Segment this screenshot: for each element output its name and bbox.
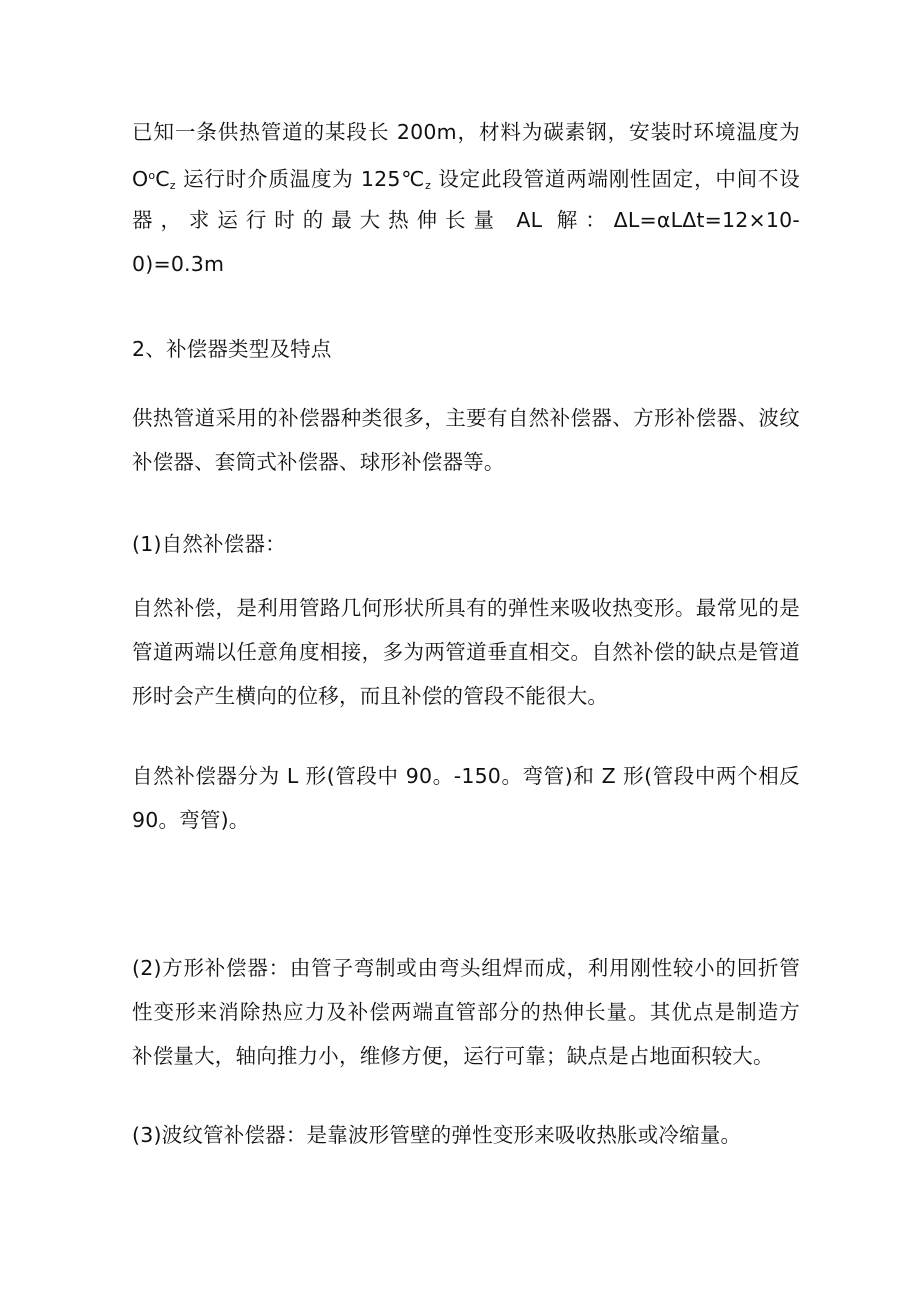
example-line-2-sup: o	[148, 169, 156, 182]
square-line-1: (2)方形补偿器：由管子弯制或由弯头组焊而成，利用刚性较小的回折管	[132, 956, 800, 980]
natural-compensator-heading-text: (1)自然补偿器：	[132, 532, 286, 556]
square-compensator-paragraph	[132, 946, 800, 1078]
example-line-4: 0)=0.3m	[132, 252, 225, 276]
bellows-line-1: (3)波纹管补偿器：是靠波形管壁的弹性变形来吸收热胀或冷缩量。	[132, 1123, 742, 1147]
types-intro-line-2: 补偿器、套筒式补偿器、球形补偿器等。	[132, 450, 505, 474]
types-intro-paragraph	[132, 396, 800, 484]
example-line-2-a: O	[132, 167, 149, 191]
natural-compensator-types	[132, 754, 800, 842]
natural-types-line-1: 自然补偿器分为 L 形(管段中 90。-150。弯管)和 Z 形(管段中两个相反	[132, 764, 800, 788]
example-line-2-c: 运行时介质温度为 125℃	[175, 167, 426, 191]
square-line-2: 性变形来消除热应力及补偿两端直管部分的热伸长量。其优点是制造方	[132, 1000, 800, 1024]
section-heading-2-text: 2、补偿器类型及特点	[132, 337, 332, 361]
example-problem-paragraph	[132, 110, 800, 286]
natural-desc-line-1: 自然补偿，是利用管路几何形状所具有的弹性来吸收热变形。最常见的是	[132, 596, 800, 620]
example-line-2	[132, 154, 800, 198]
natural-desc-line-2: 管道两端以任意角度相接，多为两管道垂直相交。自然补偿的缺点是管道	[132, 640, 800, 664]
square-line-3: 补偿量大，轴向推力小，维修方便，运行可靠；缺点是占地面积较大。	[132, 1044, 774, 1068]
example-line-3: 器，求运行时的最大热伸长量 AL 解：ΔL=αLΔt=12×10-	[132, 208, 800, 232]
types-intro-line-1: 供热管道采用的补偿器种类很多，主要有自然补偿器、方形补偿器、波纹	[132, 406, 800, 430]
section-heading-2	[132, 327, 800, 371]
natural-compensator-description	[132, 586, 800, 718]
bellows-compensator-paragraph	[132, 1113, 800, 1157]
natural-desc-line-3: 形时会产生横向的位移，而且补偿的管段不能很大。	[132, 684, 609, 708]
example-line-1: 已知一条供热管道的某段长 200m，材料为碳素钢，安装时环境温度为	[132, 120, 800, 144]
example-line-2-sub: z	[169, 179, 176, 192]
example-line-2-b: C	[155, 167, 170, 191]
example-line-2-sub2: z	[425, 179, 432, 192]
example-line-2-d: 设定此段管道两端刚性固定，中间不设	[438, 167, 800, 191]
natural-types-line-2: 90。弯管)。	[132, 808, 250, 832]
natural-compensator-heading	[132, 522, 800, 566]
